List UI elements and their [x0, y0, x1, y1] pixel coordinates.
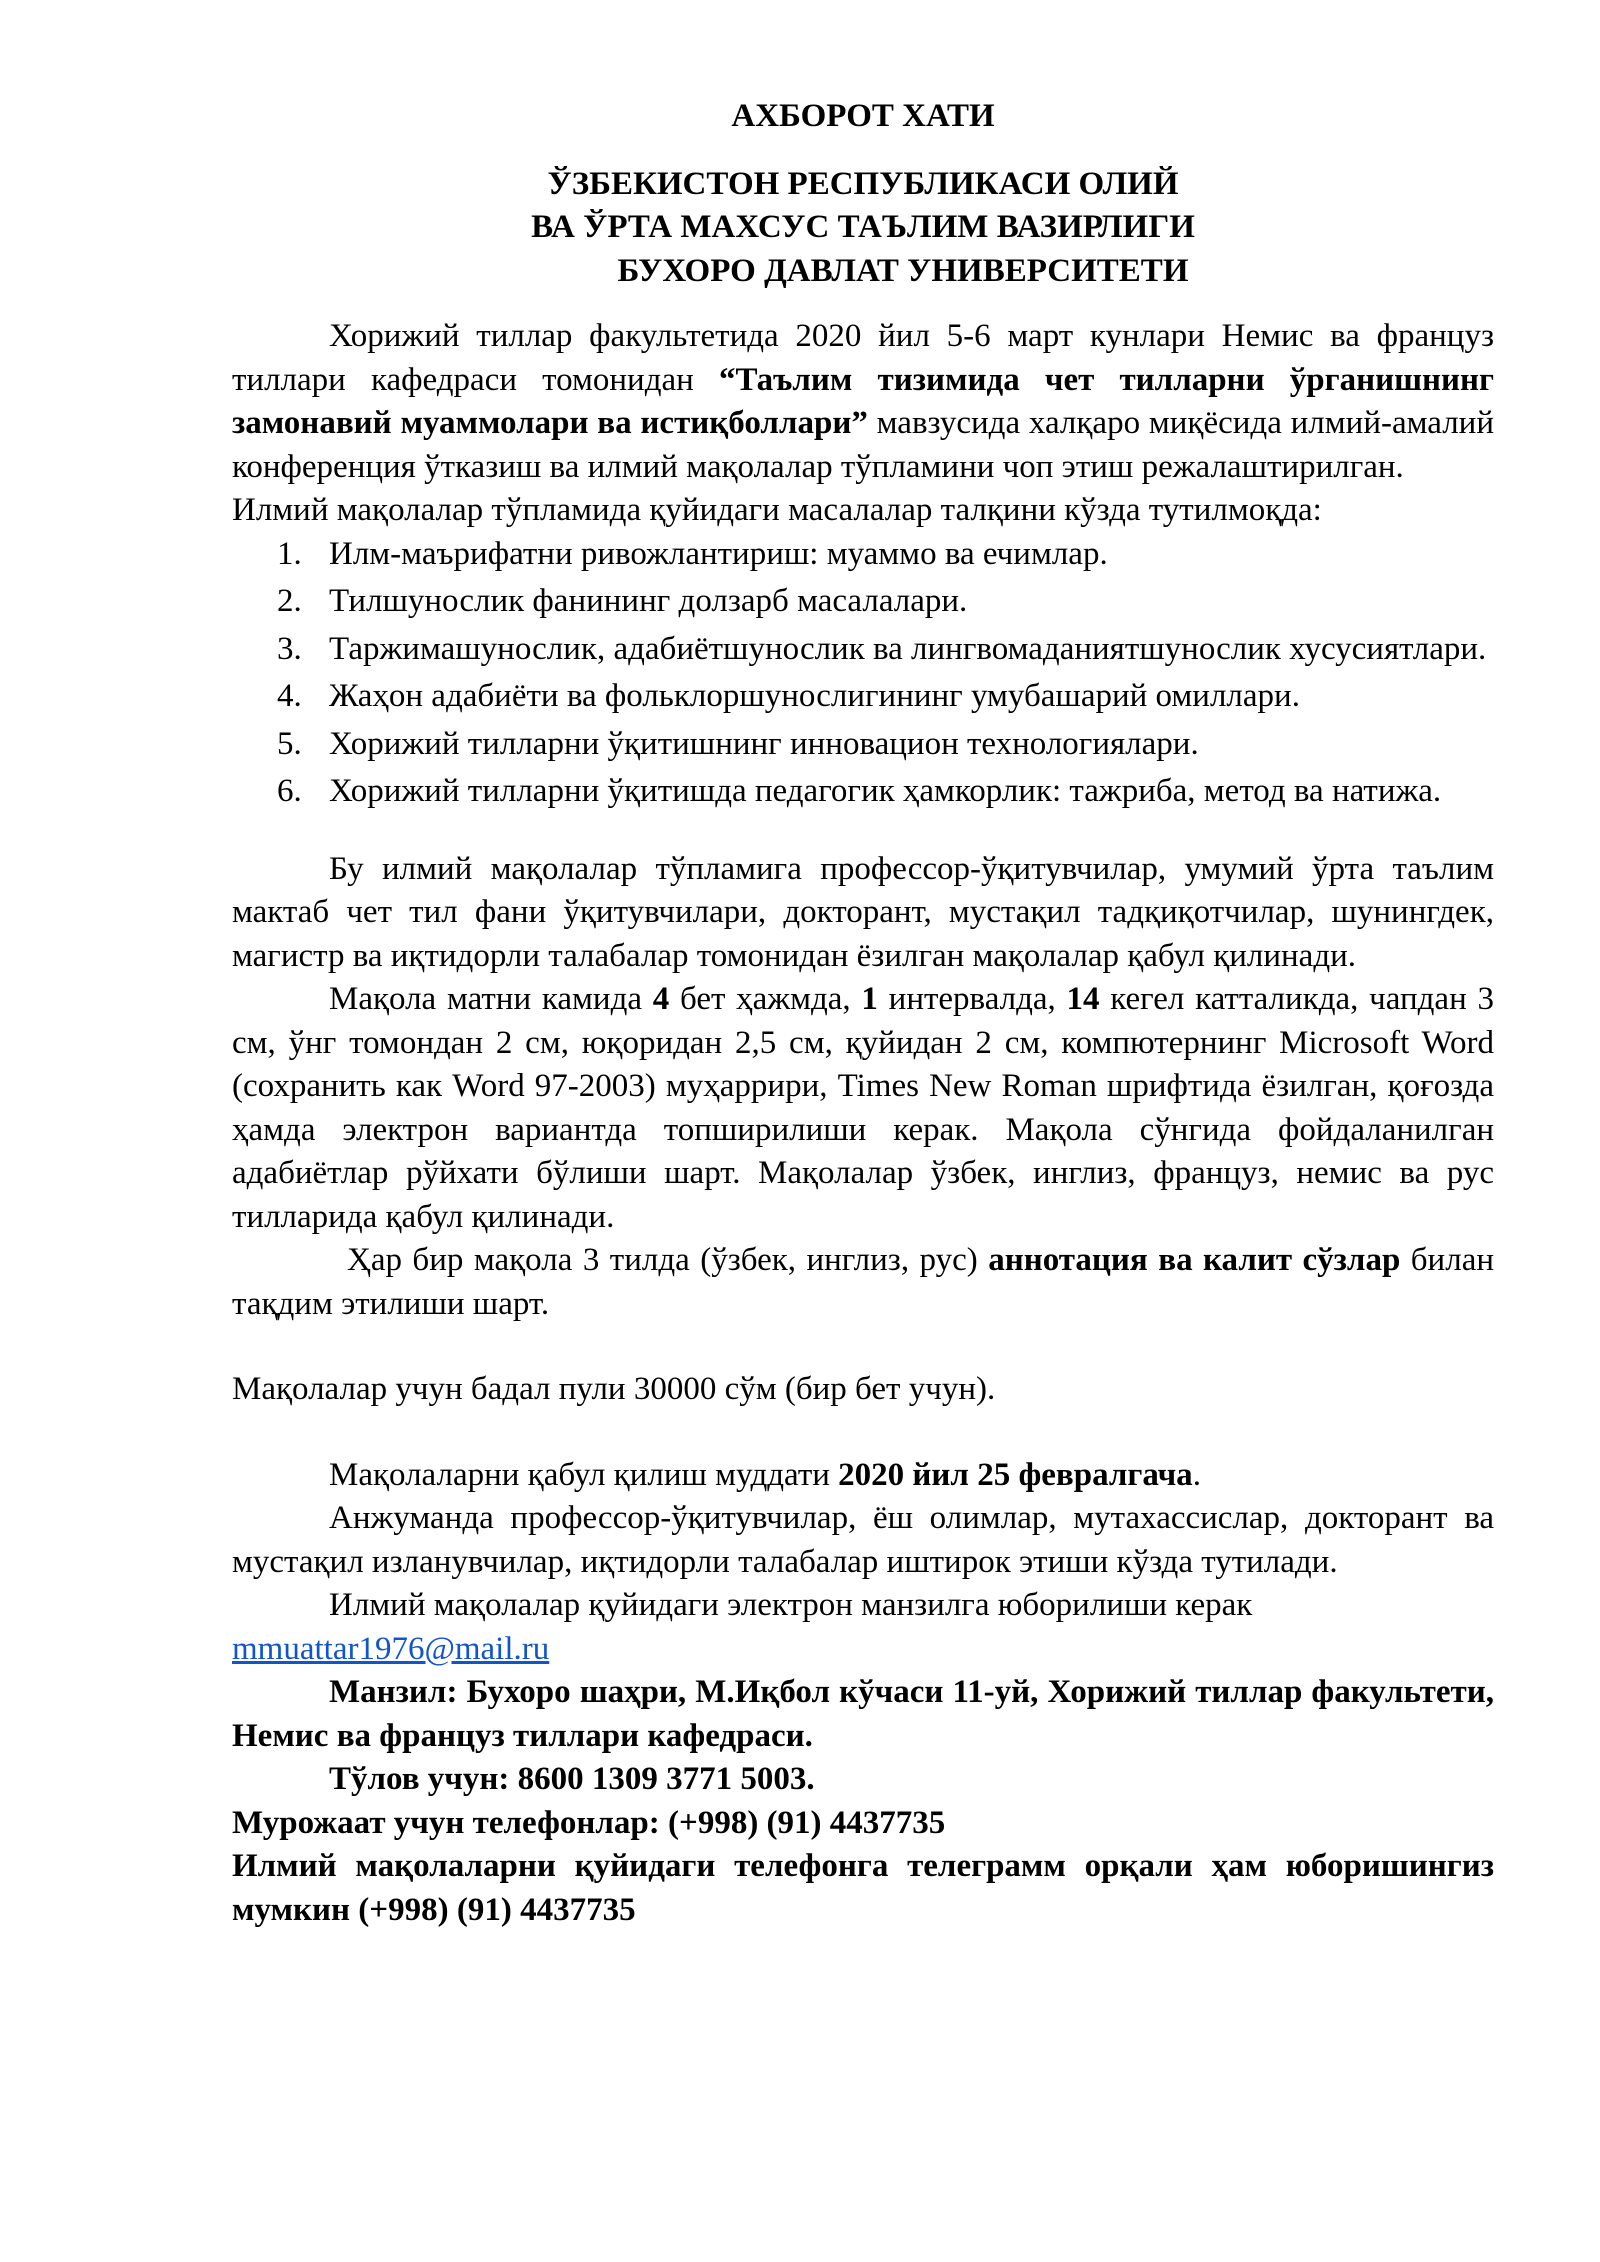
phones-paragraph: Мурожаат учун телефонлар: (+998) (91) 4437735: [232, 1804, 946, 1841]
submission-paragraph: Илмий мақолалар қуйидаги электрон манзилга юборилиши керак: [329, 1587, 1253, 1623]
list-item: 5. Хорижий тилларни ўқитишнинг инновацион технологиялари.: [277, 725, 1199, 762]
list-item: 4. Жаҳон адабиёти ва фольклоршунослигининг умубашарий омиллари.: [277, 678, 1300, 714]
document-page: [232, 95, 1494, 1932]
requirements-paragraph: Мақола матни камида 4 бет ҳажмда, 1 интервалда, 14 кегел катталикда, чапдан 3 см, ўнг томондан 2 см, юқоридан 2,5 см, қуйидан 2 см, компютернинг Microsoft Word (сохранить как Word 97-2003) муҳаррири, Times New Roman шрифтида ёзилган, қоғозда ҳамда электрон вариантда топширилиши керак. Мақола сўнгида фойдаланилган адабиётлар рўйхати бўлиши шарт. Мақолалар ўзбек, инглиз, француз, немис ва рус тилларида қабул қилинади.: [232, 981, 1494, 1235]
header-line-2: ВА ЎРТА МАХСУС ТАЪЛИМ ВАЗИРЛИГИ: [531, 209, 1195, 245]
deadline-date: 2020 йил 25 февралгача: [838, 1456, 1193, 1493]
list-item: 3. Таржимашунослик, адабиётшунослик ва лингвомаданиятшунослик хусусиятлари.: [277, 630, 1487, 667]
fee-paragraph: Мақолалар учун бадал пули 30000 сўм (бир бет учун).: [232, 1371, 996, 1407]
topics-intro: Илмий мақолалар тўпламида қуйидаги масалалар талқини кўзда тутилмоқда:: [232, 492, 1322, 528]
header-line-3: БУХОРО ДАВЛАТ УНИВЕРСИТЕТИ: [617, 252, 1189, 289]
intro-paragraph: Хорижий тиллар факультетида 2020 йил 5-6 март кунлари Немис ва француз тиллари кафедраси томонидан “Таълим тизимида чет тилларни ўрганишнинг замонавий муаммолари ва истиқболлари” мавзусида халқаро миқёсида илмий-амалий конференция ўтказиш ва илмий мақолалар тўпламини чоп этиш режалаштирилган.: [232, 318, 1494, 485]
header-line-1: ЎЗБЕКИСТОН РЕСПУБЛИКАСИ ОЛИЙ: [547, 165, 1179, 202]
participation-paragraph: Анжуманда профессор-ўқитувчилар, ёш олимлар, мутахассислар, докторант ва мустақил изланувчилар, иқтидорли талабалар иштирок этиши кўзда тутилади.: [232, 1500, 1494, 1580]
document-title: АХБОРОТ ХАТИ: [731, 98, 995, 134]
address-paragraph: Манзил: Бухоро шаҳри, М.Иқбол кўчаси 11-уй, Хорижий тиллар факультети, Немис ва француз тиллари кафедраси.: [232, 1674, 1494, 1754]
participants-paragraph: Бу илмий мақолалар тўпламига профессор-ўқитувчилар, умумий ўрта таълим мактаб чет тил фани ўқитувчилари, докторант, мустақил тадқиқотчилар, шунингдек, магистр ва иқтидорли талабалар томонидан ёзилган мақолалар қабул қилинади.: [232, 850, 1494, 974]
list-item: 1. Илм-маърифатни ривожлантириш: муаммо ва ечимлар.: [277, 535, 1108, 572]
topics-list: [232, 533, 1494, 814]
list-item: 2. Тилшунослик фанининг долзарб масалалари.: [277, 583, 968, 619]
annotation-paragraph: Ҳар бир мақола 3 тилда (ўзбек, инглиз, рус) аннотация ва калит сўзлар билан тақдим этилиши шарт.: [232, 1242, 1494, 1322]
payment-paragraph: Тўлов учун: 8600 1309 3771 5003.: [329, 1761, 815, 1797]
deadline-paragraph: Мақолаларни қабул қилиш муддати 2020 йил 25 февралгача.: [329, 1456, 1201, 1493]
list-item: 6. Хорижий тилларни ўқитишда педагогик ҳамкорлик: тажриба, метод ва натижа.: [277, 773, 1442, 809]
email-link[interactable]: mmuattar1976@mail.ru: [232, 1630, 550, 1667]
conference-topic: “Таълим тизимида чет тилларни ўрганишнинг замонавий муаммолари ва истиқболлари”: [232, 361, 1494, 441]
telegram-paragraph: Илмий мақолаларни қуйидаги телефонга телеграмм орқали ҳам юборишингиз мумкин (+998) (91) 4437735: [232, 1848, 1494, 1928]
